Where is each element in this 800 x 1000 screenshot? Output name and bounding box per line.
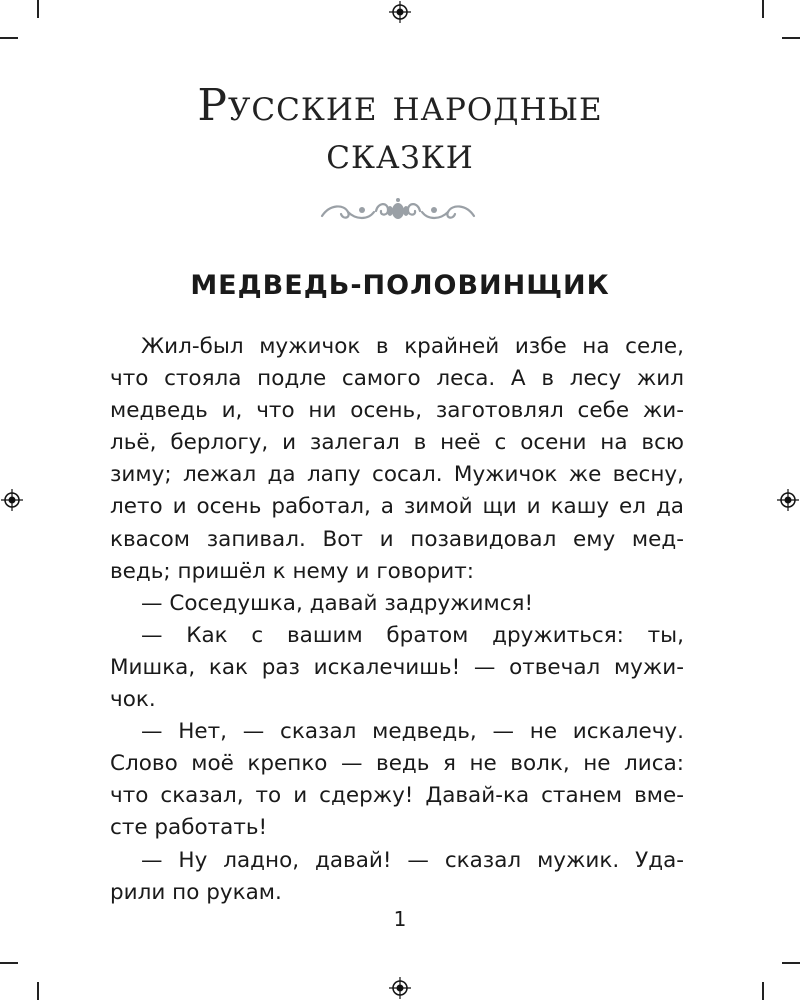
- text-line: Жил-был мужичок в крайней избе на селе,: [141, 334, 684, 359]
- text-line: сте работать!: [110, 815, 268, 841]
- crop-mark: [0, 37, 18, 39]
- crop-mark: [782, 37, 800, 39]
- crop-mark: [762, 0, 764, 18]
- crop-mark: [762, 982, 764, 1000]
- crop-mark: [37, 982, 39, 1000]
- flourish-ornament-icon: [318, 196, 478, 226]
- story-body: [110, 331, 684, 909]
- crop-mark: [0, 962, 18, 964]
- text-line: рили по рукам.: [110, 879, 282, 905]
- page-number: 1: [393, 907, 407, 931]
- registration-mark-icon: [1, 489, 23, 511]
- text-line: льё, берлогу, и залегал в неё с осени на всю: [110, 430, 684, 456]
- registration-mark-icon: [777, 489, 799, 511]
- crop-mark: [782, 962, 800, 964]
- text-line: Слово моё крепко — ведь я не волк, не лиса:: [110, 751, 684, 777]
- book-title-line1: Русские народные: [197, 80, 603, 131]
- text-line: что стояла подле самого леса. А в лесу жил: [110, 366, 684, 392]
- text-line: что сказал, то и сдержу! Давай-ка станем вме-: [110, 783, 684, 809]
- text-line: лето и осень работал, а зимой щи и кашу ел да: [110, 494, 684, 520]
- text-line: — Нет, — сказал медведь, — не искалечу.: [141, 719, 684, 745]
- text-line: медведь и, что ни осень, заготовлял себе жи-: [110, 398, 684, 424]
- text-line: Мишка, как раз искалечишь! — отвечал мужи-: [110, 654, 684, 680]
- text-line: — Ну ладно, давай! — сказал мужик. Уда-: [141, 847, 684, 873]
- text-line: чок.: [110, 687, 156, 713]
- text-line: зиму; лежал да лапу сосал. Мужичок же весну,: [110, 462, 684, 488]
- text-line: квасом запивал. Вот и позавидовал ему мед-: [110, 526, 684, 552]
- text-line: — Соседушка, давай задружимся!: [141, 590, 534, 616]
- text-line: — Как с вашим братом дружиться: ты,: [141, 622, 684, 648]
- crop-mark: [37, 0, 39, 18]
- text-line: ведь; пришёл к нему и говорит:: [110, 558, 475, 584]
- book-title: [0, 82, 800, 178]
- registration-mark-icon: [389, 977, 411, 999]
- registration-mark-icon: [389, 1, 411, 23]
- story-title: МЕДВЕДЬ-ПОЛОВИНЩИК: [190, 270, 610, 301]
- book-title-line2: сказки: [326, 128, 474, 179]
